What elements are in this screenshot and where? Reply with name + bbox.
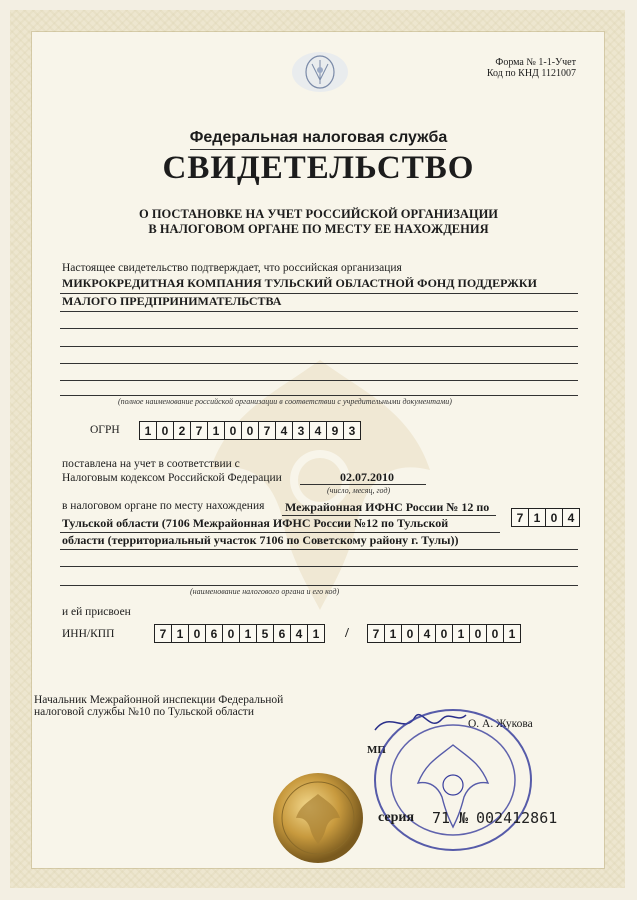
knd-label: Код по КНД 1121007	[486, 68, 576, 79]
office-code-digit-cell: 4	[562, 508, 580, 527]
registration-date: 02.07.2010	[340, 470, 394, 484]
subtitle-line-1: О ПОСТАНОВКЕ НА УЧЕТ РОССИЙСКОЙ ОРГАНИЗАЦИИ	[138, 207, 499, 221]
office-code-digit-cell: 1	[528, 508, 546, 527]
org-caption: (полное наименование российской организации в соответствии с учредительными документами)	[118, 397, 452, 406]
inn-digit-cell: 4	[290, 624, 308, 643]
signatory-name: О. А. Жукова	[468, 718, 533, 730]
ogrn-digit-cell: 0	[224, 421, 242, 440]
office-code-digit-cell: 0	[545, 508, 563, 527]
office-code-digit-cell: 7	[511, 508, 529, 527]
inn-digit-cell: 1	[239, 624, 257, 643]
ogrn-digit-cell: 3	[343, 421, 361, 440]
org-name-line-1: МИКРОКРЕДИТНАЯ КОМПАНИЯ ТУЛЬСКИЙ ОБЛАСТНОЙ ФОНД ПОДДЕРЖКИ	[62, 276, 537, 290]
kpp-digit-cell: 1	[452, 624, 470, 643]
ogrn-cells	[140, 421, 361, 440]
office-code-cells	[512, 508, 580, 527]
number-prefix: №	[459, 809, 469, 827]
ogrn-digit-cell: 4	[275, 421, 293, 440]
ogrn-digit-cell: 3	[292, 421, 310, 440]
org-intro: Настоящее свидетельство подтверждает, что российская организация	[62, 262, 402, 274]
series-label: серия	[378, 810, 415, 825]
kpp-digit-cell: 1	[384, 624, 402, 643]
kpp-digit-cell: 0	[435, 624, 453, 643]
kpp-digit-cell: 4	[418, 624, 436, 643]
signatory-title-line-1: Начальник Межрайонной инспекции Федеральной	[34, 694, 284, 706]
registration-line-2: Налоговым кодексом Российской Федерации	[62, 472, 282, 484]
inn-cells	[155, 624, 325, 643]
kpp-digit-cell: 7	[367, 624, 385, 643]
assigned-label: и ей присвоен	[62, 606, 131, 618]
inn-kpp-separator: /	[345, 626, 349, 641]
registration-line-1: поставлена на учет в соответствии с	[62, 458, 240, 470]
emblem-icon	[290, 50, 350, 94]
kpp-digit-cell: 0	[469, 624, 487, 643]
kpp-digit-cell: 0	[401, 624, 419, 643]
ogrn-label: ОГРН	[90, 424, 120, 436]
inn-digit-cell: 1	[171, 624, 189, 643]
ogrn-digit-cell: 9	[326, 421, 344, 440]
inn-kpp-label: ИНН/КПП	[62, 628, 115, 640]
form-label: Форма № 1-1-Учет	[495, 57, 576, 68]
office-line-1: Межрайонная ИФНС России № 12 по	[285, 500, 490, 514]
office-intro: в налоговом органе по месту нахождения	[62, 500, 265, 512]
serial-number: 002412861	[476, 809, 558, 827]
office-line-2: Тульской области (7106 Межрайонная ИФНС России №12 по Тульской	[62, 516, 449, 530]
date-caption: (число, месяц, год)	[327, 486, 391, 495]
ogrn-digit-cell: 1	[207, 421, 225, 440]
mp-label: МП	[367, 744, 386, 756]
inn-digit-cell: 7	[154, 624, 172, 643]
ogrn-digit-cell: 0	[241, 421, 259, 440]
service-title: Федеральная налоговая служба	[189, 129, 448, 146]
series-value: 71	[432, 809, 451, 827]
kpp-cells	[368, 624, 521, 643]
office-caption: (наименование налогового органа и его код)	[190, 587, 340, 596]
tax-office-stamp	[368, 705, 538, 855]
ogrn-digit-cell: 7	[258, 421, 276, 440]
inn-digit-cell: 0	[222, 624, 240, 643]
ogrn-digit-cell: 1	[139, 421, 157, 440]
inn-digit-cell: 1	[307, 624, 325, 643]
document-title: СВИДЕТЕЛЬСТВО	[162, 150, 475, 186]
ogrn-digit-cell: 4	[309, 421, 327, 440]
ogrn-digit-cell: 7	[190, 421, 208, 440]
inn-digit-cell: 0	[188, 624, 206, 643]
kpp-digit-cell: 0	[486, 624, 504, 643]
office-line-3: области (территориальный участок 7106 по Советскому району г. Тулы))	[62, 533, 459, 547]
inn-digit-cell: 6	[273, 624, 291, 643]
inn-digit-cell: 6	[205, 624, 223, 643]
inn-digit-cell: 5	[256, 624, 274, 643]
org-name-line-2: МАЛОГО ПРЕДПРИНИМАТЕЛЬСТВА	[62, 294, 282, 308]
ogrn-digit-cell: 0	[156, 421, 174, 440]
ogrn-digit-cell: 2	[173, 421, 191, 440]
gold-seal-hologram	[270, 770, 366, 866]
signatory-title-line-2: налоговой службы №10 по Тульской области	[34, 706, 254, 718]
subtitle-line-2: В НАЛОГОВОМ ОРГАНЕ ПО МЕСТУ ЕЕ НАХОЖДЕНИЯ	[148, 222, 489, 236]
kpp-digit-cell: 1	[503, 624, 521, 643]
